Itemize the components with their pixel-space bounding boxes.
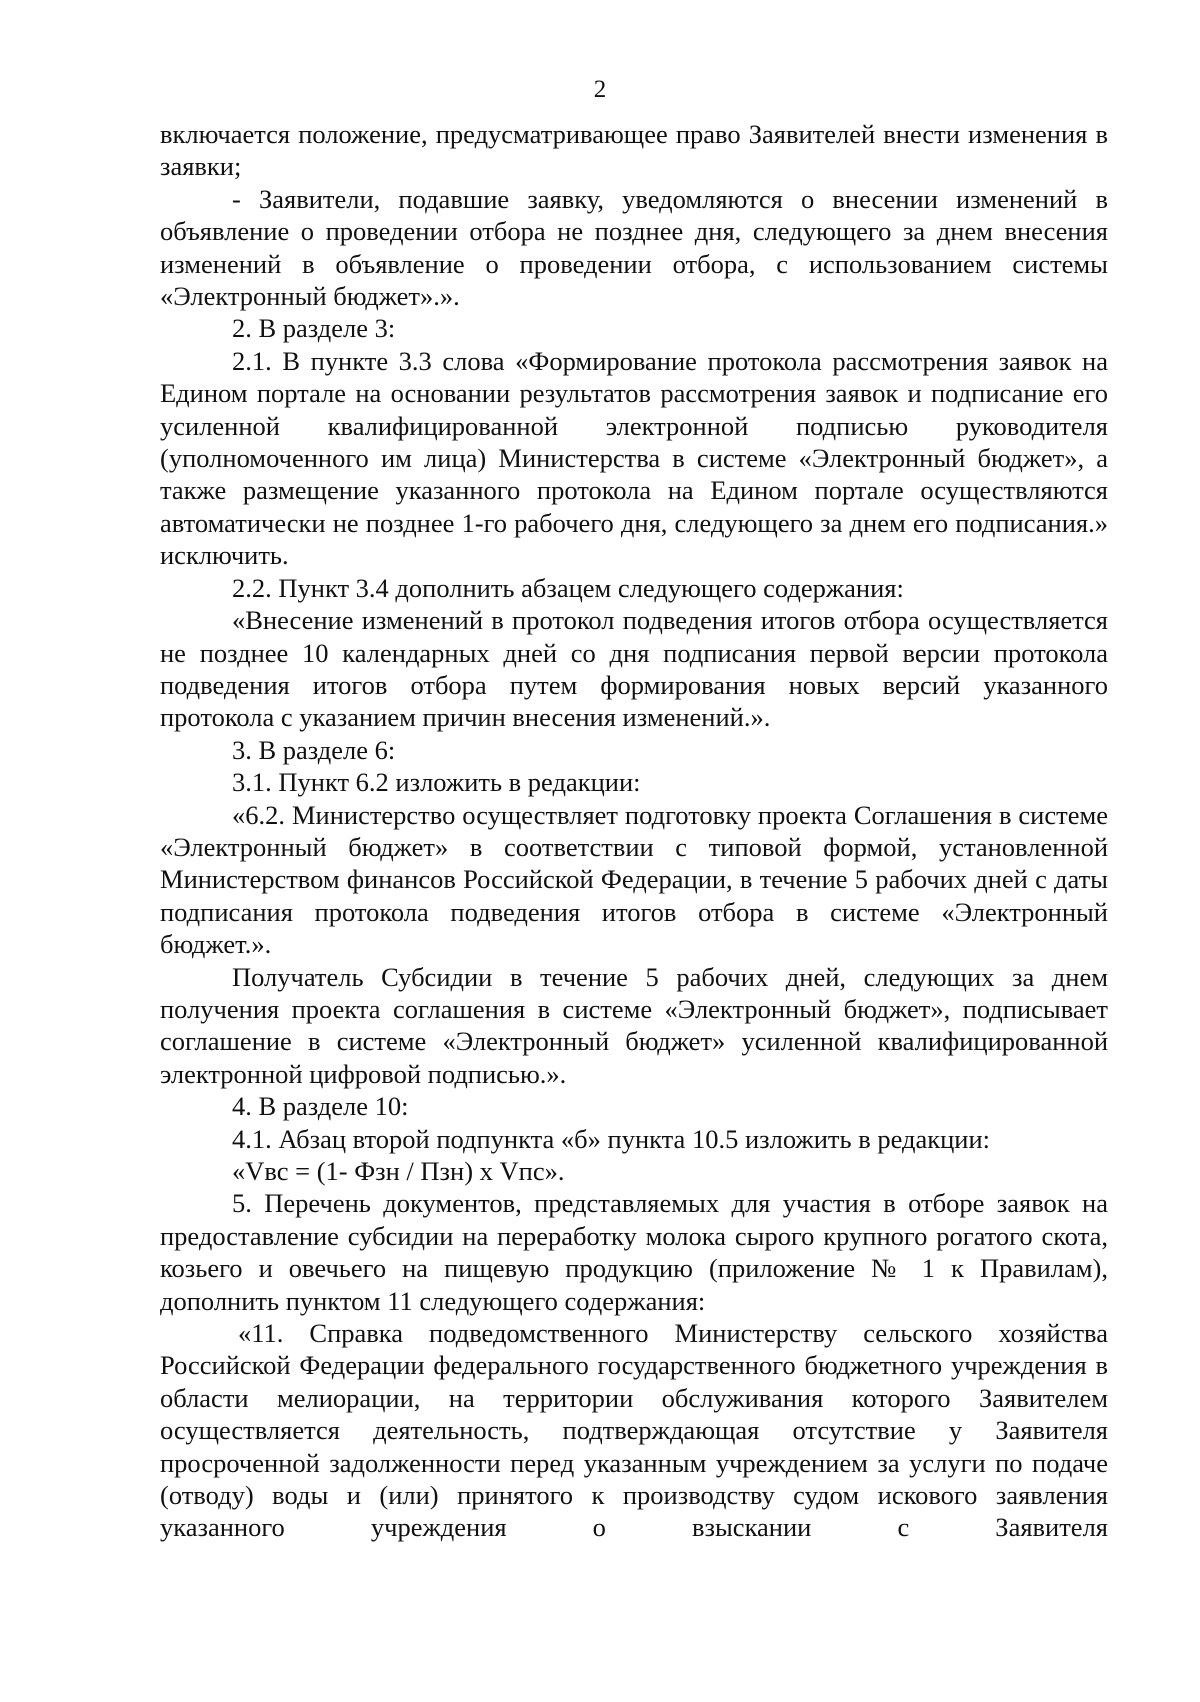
paragraph-9: «6.2. Министерство осуществляет подготовку проекта Соглашения в системе «Электронный бюджет» в соответствии с типовой формой, установленной Министерством финансов Российской Федерации, в течение 5 рабочих дней с даты подписания протокола подведения итогов отбора в системе «Электронный бюджет.».	[160, 799, 1108, 960]
paragraph-4: 2.1. В пункте 3.3 слова «Формирование протокола рассмотрения заявок на Едином портале на основании результатов рассмотрения заявок и подписание его усиленной квалифицированной электронной подписью руководителя (уполномоченного им лица) Министерства в системе «Электронный бюджет», а также размещение указанного протокола на Едином портале осуществляются автоматически не позднее 1-го рабочего дня, следующего за днем его подписания.» исключить.	[160, 345, 1108, 571]
document-body	[160, 118, 1108, 1544]
paragraph-10: Получатель Субсидии в течение 5 рабочих дней, следующих за днем получения проекта соглашения в системе «Электронный бюджет», подписывает соглашение в системе «Электронный бюджет» усиленной квалифицированной электронной цифровой подписью.».	[160, 961, 1108, 1089]
paragraph-6: «Внесение изменений в протокол подведения итогов отбора осуществляется не позднее 10 календарных дней со дня подписания первой версии протокола подведения итогов отбора путем формирования новых версий указанного протокола с указанием причин внесения изменений.».	[160, 605, 1108, 733]
paragraph-15: «11. Справка подведомственного Министерству сельского хозяйства Российской Федерации федерального государственного бюджетного учреждения в области мелиорации, на территории обслуживания которого Заявителем осуществляется деятельность, подтверждающая отсутствие у Заявителя просроченной задолженности перед указанным учреждением за услуги по подаче (отводу) воды и (или) принятого к производству судом искового заявления указанного учреждения о взыскании с Заявителя	[160, 1318, 1108, 1543]
page-number: 2	[593, 76, 607, 103]
paragraph-8: 3.1. Пункт 6.2 изложить в редакции:	[232, 767, 641, 798]
paragraph-7: 3. В разделе 6:	[232, 734, 396, 765]
paragraph-13: «Vвс = (1- Фзн / Пзн) х Vпс».	[232, 1156, 565, 1186]
paragraph-3: 2. В разделе 3:	[232, 313, 396, 344]
paragraph-1: включается положение, предусматривающее право Заявителей внести изменения в заявки;	[160, 119, 1108, 182]
paragraph-12: 4.1. Абзац второй подпункта «б» пункта 10.5 изложить в редакции:	[232, 1123, 991, 1154]
paragraph-2: - Заявители, подавшие заявку, уведомляются о внесении изменений в объявление о проведении отбора не позднее дня, следующего за днем внесения изменений в объявление о проведении отбора, с использованием системы «Электронный бюджет».».	[160, 183, 1108, 312]
paragraph-5: 2.2. Пункт 3.4 дополнить абзацем следующего содержания:	[232, 572, 904, 603]
paragraph-14: 5. Перечень документов, представляемых для участия в отборе заявок на предоставление субсидии на переработку молока сырого крупного рогатого скота, козьего и овечьего на пищевую продукцию (приложение № 1 к Правилам), дополнить пунктом 11 следующего содержания:	[160, 1188, 1108, 1316]
paragraph-11: 4. В разделе 10:	[232, 1091, 409, 1122]
